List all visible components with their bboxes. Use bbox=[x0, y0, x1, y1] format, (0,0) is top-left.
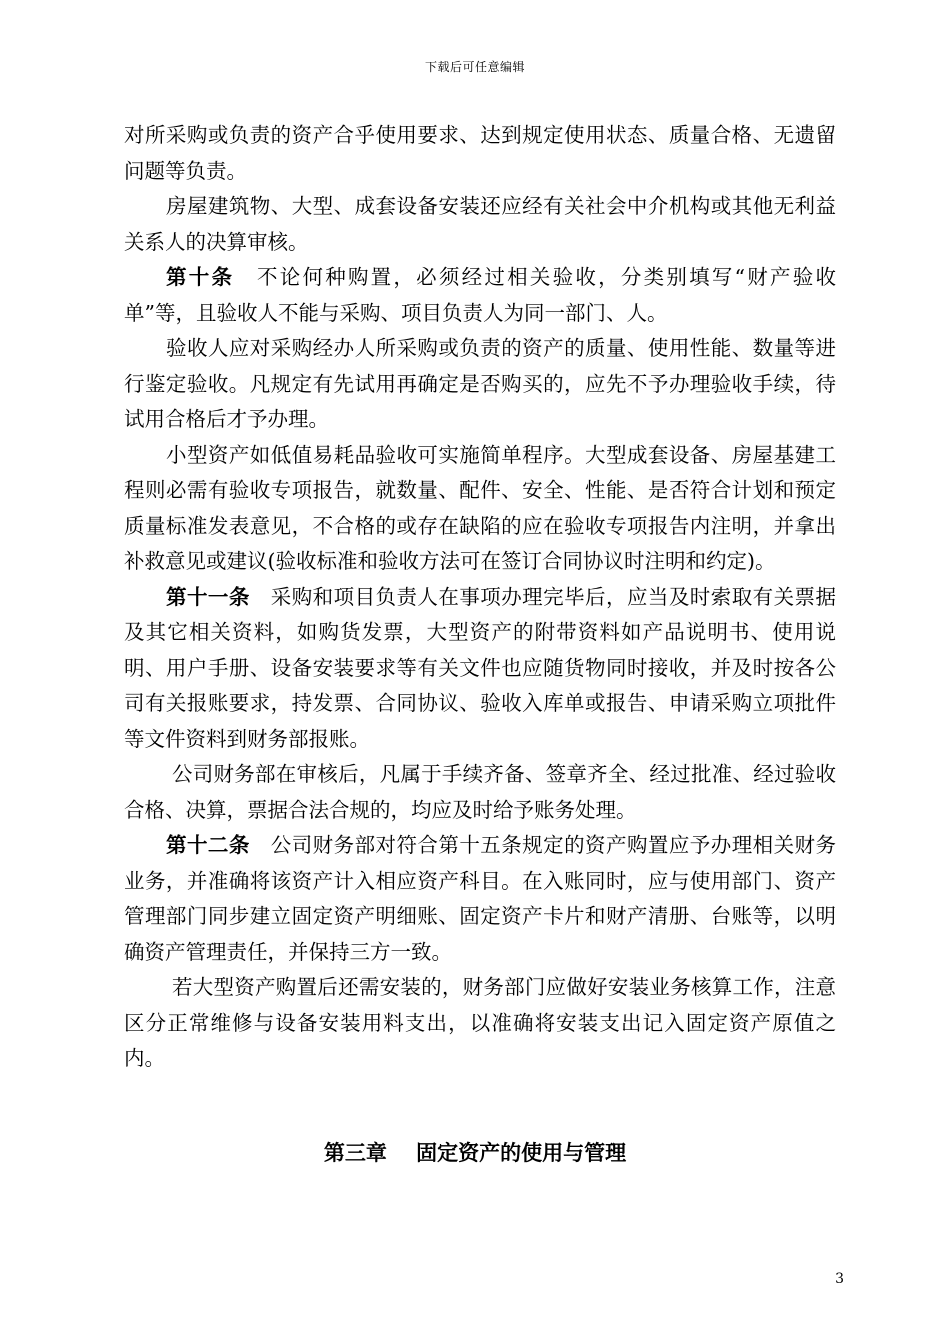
paragraph-5 bbox=[124, 438, 836, 580]
paragraph-text: 采购和项目负责人在事项办理完毕后，应当及时索取有关票据及其它相关资料，如购货发票，大型资产的附带资料如产品说明书、使用说明、用户手册、设备安装要求等有关文件也应随货物同时接收，并及时按各公司有关报账要求，持发票、合同协议、验收入库单或报告、申请采购立项批件等文件资料到财务部报账。 bbox=[124, 584, 837, 751]
paragraph-text: 不论何种购置，必须经过相关验收，分类别填写“财产验收单”等，且验收人不能与采购、项目负责人为同一部门、人。 bbox=[124, 265, 837, 325]
article-11 bbox=[124, 580, 836, 758]
paragraph-text: 房屋建筑物、大型、成套设备安装还应经有关社会中介机构或其他无利益关系人的决算审核。 bbox=[124, 194, 836, 254]
paragraph-text: 小型资产如低值易耗品验收可实施简单程序。大型成套设备、房屋基建工程则必需有验收专项报告，就数量、配件、安全、性能、是否符合计划和预定质量标准发表意见，不合格的或存在缺陷的应在验收专项报告内注明，并拿出补救意见或建议(验收标准和验收方法可在签订合同协议时注明和约定)。 bbox=[124, 442, 836, 573]
paragraph-9 bbox=[124, 970, 836, 1077]
paragraph-text: 验收人应对采购经办人所采购或负责的资产的质量、使用性能、数量等进行鉴定验收。凡规定有先试用再确定是否购买的，应先不予办理验收手续，待试用合格后才予办理。 bbox=[124, 336, 836, 431]
document-body bbox=[124, 118, 836, 1077]
paragraph-4 bbox=[124, 331, 836, 438]
article-10 bbox=[124, 260, 836, 331]
paragraph-7 bbox=[124, 757, 836, 828]
article-label: 第十条 bbox=[166, 265, 235, 289]
article-12 bbox=[124, 828, 836, 970]
article-label: 第十二条 bbox=[166, 833, 250, 857]
header-note: 下载后可任意编辑 bbox=[424, 60, 525, 74]
page-number: 3 bbox=[835, 1271, 844, 1287]
paragraph-2 bbox=[124, 189, 836, 260]
paragraph-text: 对所采购或负责的资产合乎使用要求、达到规定使用状态、质量合格、无遗留问题等负责。 bbox=[124, 123, 836, 183]
paragraph-text: 公司财务部对符合第十五条规定的资产购置应予办理相关财务业务，并准确将该资产计入相应资产科目。在入账同时，应与使用部门、资产管理部门同步建立固定资产明细账、固定资产卡片和财产清册、台账等，以明确资产管理责任，并保持三方一致。 bbox=[124, 833, 837, 964]
paragraph-text: 若大型资产购置后还需安装的，财务部门应做好安装业务核算工作，注意区分正常维修与设备安装用料支出，以准确将安装支出记入固定资产原值之内。 bbox=[124, 975, 836, 1070]
paragraph-1 bbox=[124, 118, 836, 189]
chapter-title: 第三章 固定资产的使用与管理 bbox=[323, 1141, 627, 1165]
article-label: 第十一条 bbox=[166, 584, 250, 609]
paragraph-text: 公司财务部在审核后，凡属于手续齐备、签章齐全、经过批准、经过验收合格、决算，票据合法合规的，均应及时给予账务处理。 bbox=[124, 762, 836, 822]
